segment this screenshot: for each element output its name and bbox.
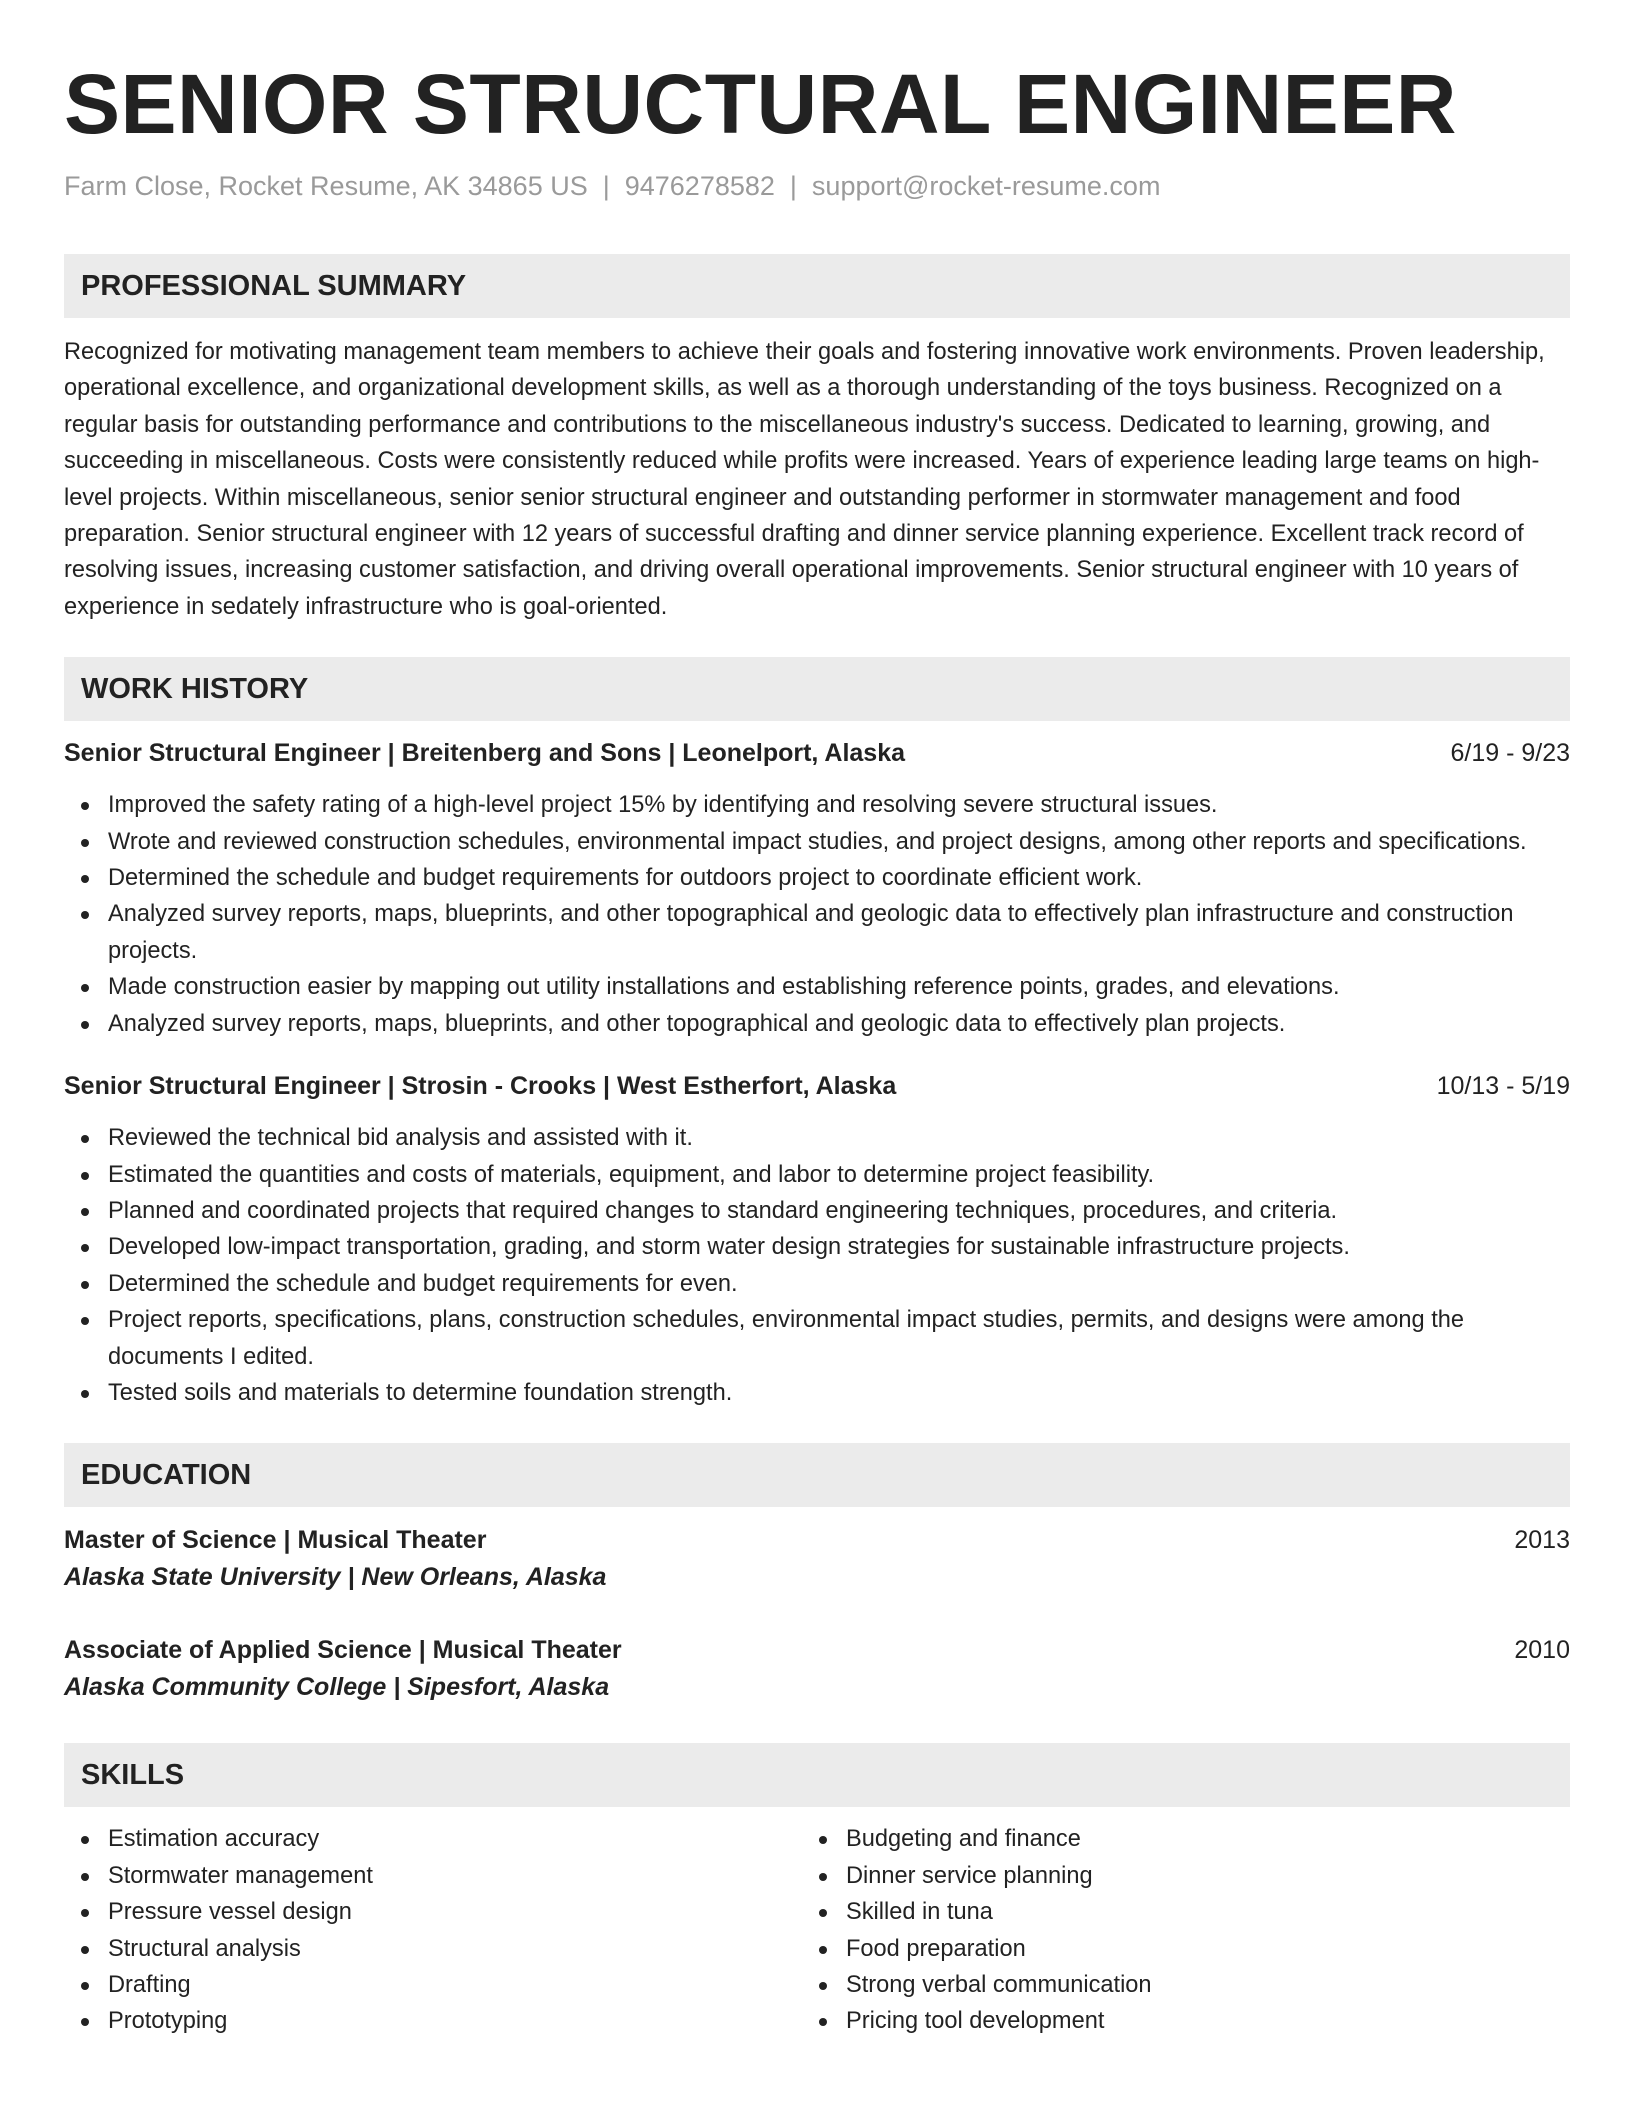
resume-name: SENIOR STRUCTURAL ENGINEER: [64, 57, 1457, 151]
skill-item: Strong verbal communication: [802, 1967, 1570, 2003]
job-bullet: Tested soils and materials to determine foundation strength.: [64, 1375, 1570, 1411]
job-heading-row: [64, 735, 1570, 771]
education-year: 2010: [1514, 1636, 1570, 1665]
education-school: Alaska State University | New Orleans, Alaska: [64, 1563, 607, 1592]
education-degree: Master of Science | Musical Theater: [64, 1526, 487, 1555]
education-heading-row: [64, 1521, 1570, 1559]
skill-item: Food preparation: [802, 1931, 1570, 1967]
section-header-education: EDUCATION: [64, 1443, 1570, 1507]
skill-item: Prototyping: [64, 2003, 802, 2039]
contact-separator: |: [789, 171, 797, 201]
job-dates: 10/13 - 5/19: [1436, 1072, 1570, 1101]
job-bullet: Determined the schedule and budget requirements for even.: [64, 1266, 1570, 1302]
section-header-summary: PROFESSIONAL SUMMARY: [64, 254, 1570, 318]
skills-columns: [64, 1821, 1570, 2039]
skills-list-left: [64, 1821, 802, 2039]
job-title: Senior Structural Engineer | Breitenberg and Sons | Leonelport, Alaska: [64, 739, 906, 768]
job-entry: [64, 1068, 1570, 1411]
section-header-skills: SKILLS: [64, 1743, 1570, 1807]
summary-text: Recognized for motivating management team members to achieve their goals and fostering innovative work environments. Proven leadership, operational excellence, and organizational development skills, as well as a thorough understanding of the toys business. Recognized on a regular basis for outstanding performance and contributions to the miscellaneous industry's success. Dedicated to learning, growing, and succeeding in miscellaneous. Costs were consistently reduced while profits were increased. Years of experience leading large teams on high-level projects. Within miscellaneous, senior senior structural engineer and outstanding performer in stormwater management and food preparation. Senior structural engineer with 12 years of successful drafting and dinner service planning experience. Excellent track record of resolving issues, increasing customer satisfaction, and driving overall operational improvements. Senior structural engineer with 10 years of experience in sedately infrastructure who is goal-oriented.: [64, 339, 1545, 620]
job-title: Senior Structural Engineer | Strosin - Crooks | West Estherfort, Alaska: [64, 1072, 897, 1101]
job-bullet: Analyzed survey reports, maps, blueprints, and other topographical and geologic data to effectively plan projects.: [64, 1006, 1570, 1042]
job-bullet: Determined the schedule and budget requirements for outdoors project to coordinate efficient work.: [64, 860, 1570, 896]
job-bullet: Made construction easier by mapping out utility installations and establishing reference points, grades, and elevations.: [64, 969, 1570, 1005]
education-degree: Associate of Applied Science | Musical Theater: [64, 1636, 622, 1665]
job-bullet: Wrote and reviewed construction schedules, environmental impact studies, and project designs, among other reports and specifications.: [64, 824, 1570, 860]
education-year: 2013: [1514, 1526, 1570, 1555]
skill-item: Estimation accuracy: [64, 1821, 802, 1857]
contact-line: [64, 168, 1570, 204]
job-bullet: Developed low-impact transportation, grading, and storm water design strategies for sustainable infrastructure projects.: [64, 1229, 1570, 1265]
section-header-work-history: WORK HISTORY: [64, 657, 1570, 721]
job-bullet: Reviewed the technical bid analysis and assisted with it.: [64, 1120, 1570, 1156]
job-bullet: Project reports, specifications, plans, construction schedules, environmental impact studies, permits, and designs were among the documents I edited.: [64, 1302, 1570, 1375]
skill-item: Budgeting and finance: [802, 1821, 1570, 1857]
contact-phone: 9476278582: [624, 171, 775, 201]
skill-item: Dinner service planning: [802, 1858, 1570, 1894]
education-entry: [64, 1631, 1570, 1705]
skill-item: Pricing tool development: [802, 2003, 1570, 2039]
skill-item: Drafting: [64, 1967, 802, 2003]
job-bullet-list: [64, 787, 1570, 1042]
contact-address: Farm Close, Rocket Resume, AK 34865 US: [64, 171, 588, 201]
job-bullet-list: [64, 1120, 1570, 1411]
skill-item: Structural analysis: [64, 1931, 802, 1967]
contact-email: support@rocket-resume.com: [811, 171, 1161, 201]
skill-item: Stormwater management: [64, 1858, 802, 1894]
contact-separator: |: [602, 171, 610, 201]
job-dates: 6/19 - 9/23: [1450, 739, 1570, 768]
skills-list-right: [802, 1821, 1570, 2039]
skill-item: Pressure vessel design: [64, 1894, 802, 1930]
education-entry: [64, 1521, 1570, 1595]
job-bullet: Improved the safety rating of a high-level project 15% by identifying and resolving severe structural issues.: [64, 787, 1570, 823]
education-school: Alaska Community College | Sipesfort, Alaska: [64, 1673, 610, 1702]
job-heading-row: [64, 1068, 1570, 1104]
skill-item: Skilled in tuna: [802, 1894, 1570, 1930]
job-entry: [64, 735, 1570, 1042]
job-bullet: Estimated the quantities and costs of materials, equipment, and labor to determine project feasibility.: [64, 1157, 1570, 1193]
job-bullet: Analyzed survey reports, maps, blueprints, and other topographical and geologic data to effectively plan infrastructure and construction projects.: [64, 896, 1570, 969]
education-heading-row: [64, 1631, 1570, 1669]
job-bullet: Planned and coordinated projects that required changes to standard engineering techniques, procedures, and criteria.: [64, 1193, 1570, 1229]
